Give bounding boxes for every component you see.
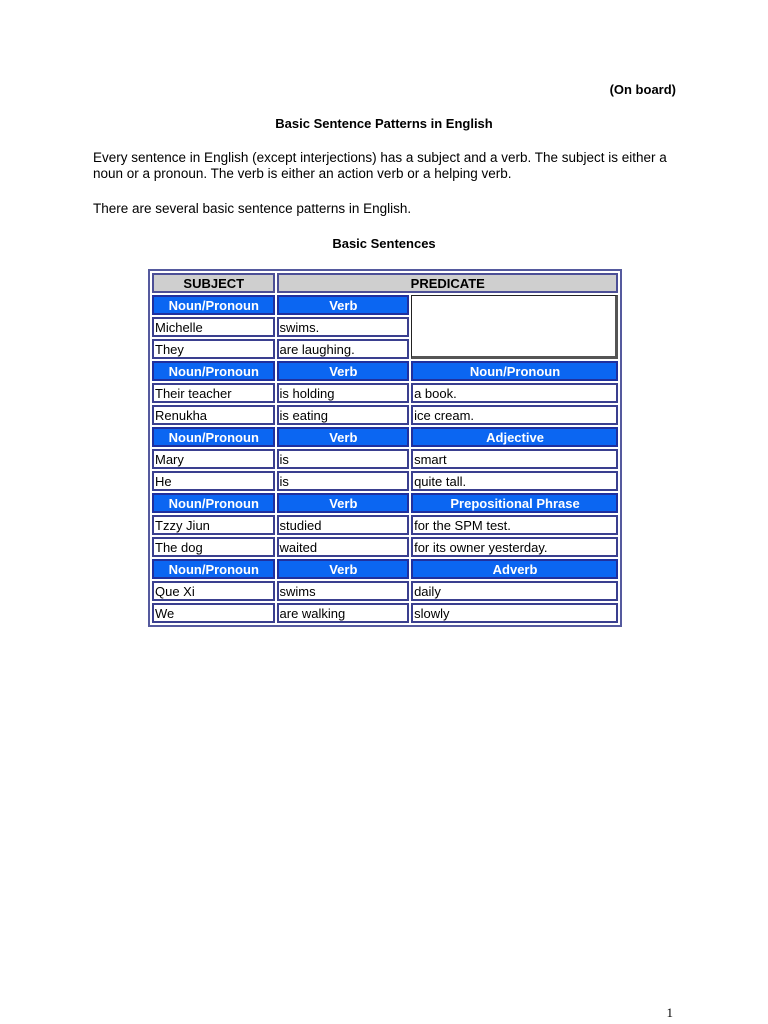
table-row (152, 405, 618, 425)
pattern-label-row (152, 559, 618, 579)
on-board-note: (On board) (609, 82, 676, 97)
verb-cell: are laughing. (277, 339, 410, 359)
table-row (152, 383, 618, 403)
complement-cell: for the SPM test. (411, 515, 618, 535)
pattern-label: Verb (277, 493, 410, 513)
verb-cell: is (277, 449, 410, 469)
complement-cell: smart (411, 449, 618, 469)
pattern-label-row (152, 427, 618, 447)
subject-cell: Renukha (152, 405, 275, 425)
table-row (152, 581, 618, 601)
page-title: Basic Sentence Patterns in English (275, 116, 493, 131)
pattern-label: Noun/Pronoun (152, 427, 275, 447)
subject-cell: Tzzy Jiun (152, 515, 275, 535)
pattern-label-row (152, 295, 618, 315)
verb-cell: are walking (277, 603, 410, 623)
pattern-label: Verb (277, 361, 410, 381)
table-row (152, 471, 618, 491)
pattern-label: Adjective (411, 427, 618, 447)
pattern-label: Verb (277, 295, 410, 315)
table-title: Basic Sentences (332, 236, 436, 251)
sentence-patterns-table (148, 269, 622, 627)
subject-cell: Their teacher (152, 383, 275, 403)
pattern-label: Noun/Pronoun (152, 493, 275, 513)
pattern-label: Prepositional Phrase (411, 493, 618, 513)
page-number: 1 (666, 1005, 673, 1020)
intro-paragraph-2: There are several basic sentence patterns in English. (93, 201, 412, 216)
verb-cell: is (277, 471, 410, 491)
complement-cell: quite tall. (411, 471, 618, 491)
subject-cell: Mary (152, 449, 275, 469)
pattern-label: Noun/Pronoun (152, 295, 275, 315)
complement-cell: ice cream. (411, 405, 618, 425)
complement-cell: slowly (411, 603, 618, 623)
table-row (152, 603, 618, 623)
pattern-label: Verb (277, 559, 410, 579)
pattern-label: Noun/Pronoun (411, 361, 618, 381)
subject-cell: Que Xi (152, 581, 275, 601)
table-row (152, 515, 618, 535)
subject-cell: The dog (152, 537, 275, 557)
complement-cell: daily (411, 581, 618, 601)
verb-cell: is holding (277, 383, 410, 403)
complement-cell: for its owner yesterday. (411, 537, 618, 557)
verb-cell: swims (277, 581, 410, 601)
subject-header: SUBJECT (152, 273, 275, 293)
verb-cell: is eating (277, 405, 410, 425)
pattern-label-row (152, 493, 618, 513)
intro-paragraph: Every sentence in English (except interjections) has a subject and a verb. The subject is either a noun or a pronoun. The verb is either an action verb or a helping verb. (93, 150, 667, 181)
table-row (152, 449, 618, 469)
predicate-header: PREDICATE (277, 273, 618, 293)
table-header-row (152, 273, 618, 293)
subject-cell: They (152, 339, 275, 359)
pattern-label: Noun/Pronoun (152, 559, 275, 579)
verb-cell: waited (277, 537, 410, 557)
pattern-label-row (152, 361, 618, 381)
complement-cell: a book. (411, 383, 618, 403)
pattern-label: Noun/Pronoun (152, 361, 275, 381)
subject-cell: He (152, 471, 275, 491)
table-row (152, 537, 618, 557)
empty-cell (411, 295, 618, 359)
pattern-label: Verb (277, 427, 410, 447)
subject-cell: We (152, 603, 275, 623)
pattern-label: Adverb (411, 559, 618, 579)
verb-cell: studied (277, 515, 410, 535)
verb-cell: swims. (277, 317, 410, 337)
subject-cell: Michelle (152, 317, 275, 337)
